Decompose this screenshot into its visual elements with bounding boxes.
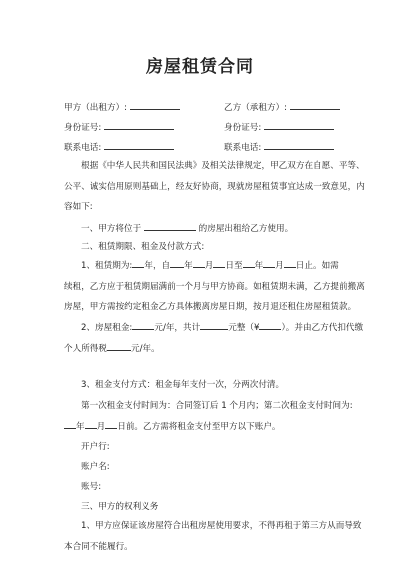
text: ）。并由乙方代扣代缴 bbox=[281, 323, 364, 333]
blank bbox=[107, 341, 131, 351]
party-b-row bbox=[224, 100, 340, 114]
id-b-row bbox=[224, 120, 334, 134]
blank bbox=[132, 258, 144, 268]
text: 年 bbox=[184, 261, 193, 271]
text: 元/年，共计 bbox=[154, 323, 201, 333]
phone-a-blank bbox=[104, 140, 174, 150]
blank bbox=[132, 320, 154, 330]
phone-b-row bbox=[224, 140, 334, 154]
document-title: 房屋租赁合同 bbox=[146, 57, 254, 77]
party-b-blank bbox=[290, 100, 340, 110]
text: 月 bbox=[204, 261, 214, 271]
clause-2-1 bbox=[64, 256, 365, 318]
party-a-label: 甲方（出租方）: bbox=[64, 103, 128, 113]
section-1-suffix: 的房屋出租给乙方使用。 bbox=[198, 224, 294, 234]
clause-3-1 bbox=[64, 516, 360, 557]
text: 元整（¥ bbox=[228, 323, 260, 333]
clause-2-1-line-1 bbox=[64, 256, 360, 277]
blank bbox=[85, 419, 97, 429]
clause-2-2 bbox=[64, 318, 364, 359]
blank bbox=[193, 258, 205, 268]
text: 年 bbox=[76, 421, 85, 432]
id-a-row bbox=[64, 120, 174, 134]
party-b-label: 乙方（承租方）: bbox=[224, 103, 288, 113]
blank bbox=[259, 320, 281, 330]
id-b-label: 身份证号: bbox=[224, 123, 262, 133]
lease-term-label: 1、租赁期为: bbox=[81, 261, 133, 271]
phone-a-row bbox=[64, 140, 174, 154]
phone-b-label: 联系电话: bbox=[224, 143, 262, 153]
party-a-row bbox=[64, 100, 180, 114]
text: 年 bbox=[254, 261, 264, 271]
intro-line: 容如下: bbox=[64, 202, 93, 212]
blank bbox=[243, 258, 255, 268]
id-b-blank bbox=[264, 120, 334, 130]
location-blank bbox=[144, 221, 196, 231]
blank bbox=[213, 258, 225, 268]
blank bbox=[263, 258, 275, 268]
id-a-blank bbox=[104, 120, 174, 130]
clause-2-3: 3、租金支付方式：租金每年支付一次，分两次付清。 bbox=[81, 380, 285, 390]
section-3-heading: 三、甲方的权利义务 bbox=[81, 502, 159, 512]
blank bbox=[170, 258, 184, 268]
party-a-blank bbox=[130, 100, 180, 110]
clause-2-4-line-1: 第一次租金支付时间为：合同签订后 1 个月内；第二次租金支付时间为: bbox=[81, 401, 353, 411]
clause-2-1-line-3: 房屋，甲方需按约定租金乙方具体搬离房屋日期，按月退还租住房屋租赁款。 bbox=[64, 302, 357, 312]
intro-paragraph bbox=[64, 156, 365, 218]
text: 元/年。 bbox=[130, 343, 160, 354]
text: 日至 bbox=[225, 261, 243, 271]
text: 日前。乙方需将租金支付至甲方以下账户。 bbox=[117, 421, 281, 432]
id-a-label: 身份证号: bbox=[64, 123, 102, 133]
account-name-label: 账户名: bbox=[81, 462, 110, 472]
intro-line: 公平、诚实信用原则基础上，经友好协商，现就房屋租赁事宜达成一致意见，内 bbox=[64, 181, 365, 192]
text: 月 bbox=[96, 421, 106, 432]
section-2-heading: 二、租赁期限、租金及付款方式: bbox=[81, 242, 205, 252]
rent-label: 2、房屋租金: bbox=[81, 323, 133, 333]
clause-3-1-line-1: 1、甲方应保证该房屋符合出租房屋使用要求，不得再租于第三方从而导致 bbox=[81, 521, 362, 531]
clause-2-2-line-2 bbox=[64, 339, 360, 360]
blank bbox=[64, 419, 76, 429]
clause-3-1-line-2: 本合同不能履行。 bbox=[64, 541, 133, 552]
intro-line: 根据《中华人民共和国民法典》及相关法律规定，甲乙双方在自愿、平等、 bbox=[81, 161, 365, 171]
section-1-prefix: 一、甲方将位于 bbox=[81, 224, 142, 234]
clause-2-1-line-2: 续租，乙方应于租赁期届满前一个月与甲方协商。如租赁期未满，乙方提前搬离 bbox=[64, 281, 365, 292]
text: 月 bbox=[275, 261, 284, 271]
clause-2-4-line-2 bbox=[64, 417, 360, 438]
text: 日止。如需 bbox=[295, 261, 339, 271]
blank bbox=[200, 320, 228, 330]
clause-2-2-line-1 bbox=[64, 318, 364, 339]
phone-a-label: 联系电话: bbox=[64, 143, 102, 153]
text: 个人所得税 bbox=[64, 343, 107, 354]
section-1 bbox=[81, 221, 293, 235]
account-number-label: 账号: bbox=[81, 482, 102, 492]
opening-bank-label: 开户行: bbox=[81, 442, 110, 452]
text: 年，自 bbox=[144, 261, 171, 271]
clause-2-4 bbox=[64, 396, 360, 437]
blank bbox=[284, 258, 296, 268]
blank bbox=[105, 419, 117, 429]
phone-b-blank bbox=[264, 140, 334, 150]
